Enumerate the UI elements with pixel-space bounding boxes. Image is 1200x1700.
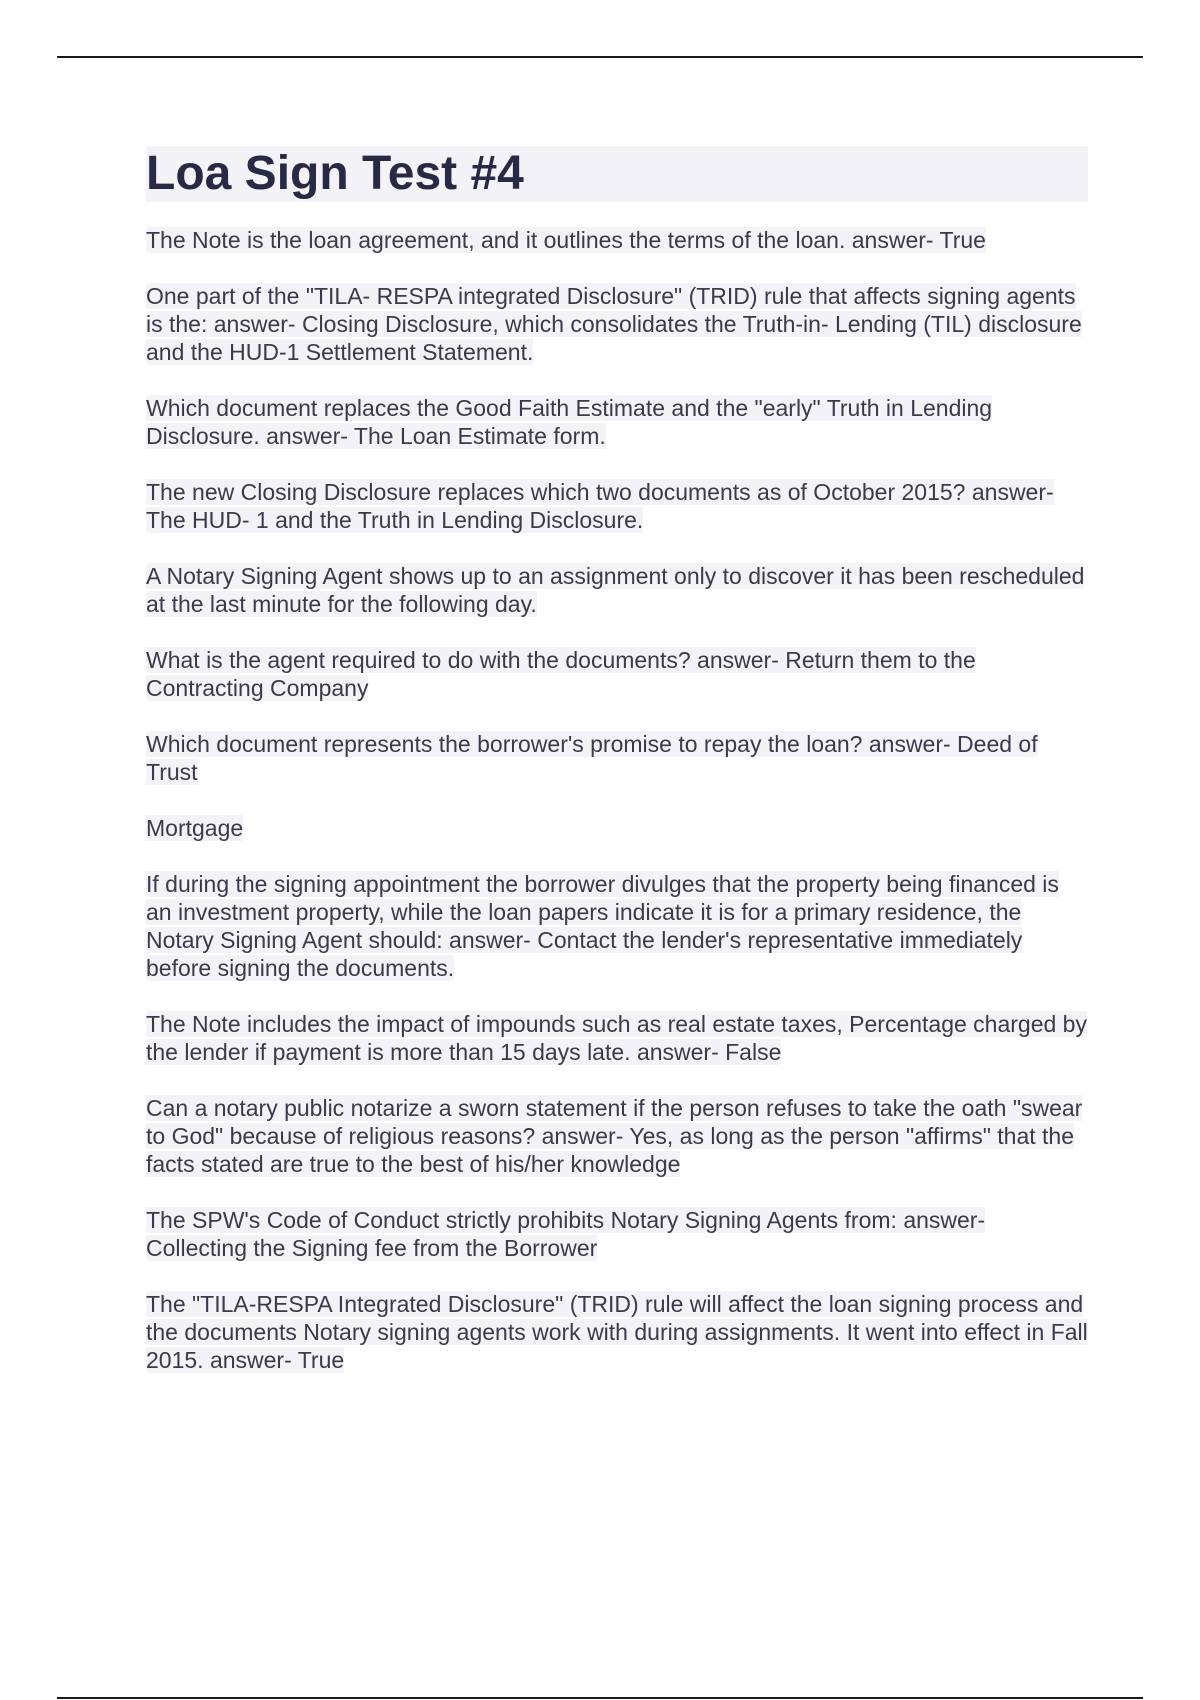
qa-item <box>146 646 1088 702</box>
qa-text: The new Closing Disclosure replaces which two documents as of October 2015? answer- The HUD- 1 and the Truth in Lending Disclosure. <box>146 479 1054 533</box>
document-body <box>146 146 1088 1402</box>
qa-item <box>146 282 1088 366</box>
qa-text: One part of the "TILA- RESPA integrated Disclosure" (TRID) rule that affects signing agents is the: answer- Closing Disclosure, which consolidates the Truth-in- Lending (TIL) disclosure and the HUD-1 Settlement Statement. <box>146 283 1082 365</box>
qa-text: The Note is the loan agreement, and it outlines the terms of the loan. answer- True <box>146 227 986 253</box>
qa-text: A Notary Signing Agent shows up to an assignment only to discover it has been rescheduled at the last minute for the following day. <box>146 563 1085 617</box>
qa-text: Can a notary public notarize a sworn statement if the person refuses to take the oath "swear to God" because of religious reasons? answer- Yes, as long as the person "affirms" that the facts stated are true to the best of his/her knowledge <box>146 1095 1083 1177</box>
qa-text: If during the signing appointment the borrower divulges that the property being financed is an investment property, while the loan papers indicate it is for a primary residence, the Notary Signing Agent should: answer- Contact the lender's representative immediately before signing the documents. <box>146 871 1059 981</box>
qa-item <box>146 226 1088 254</box>
header-rule <box>57 56 1143 58</box>
qa-text: Which document represents the borrower's promise to repay the loan? answer- Deed of Trust <box>146 731 1038 785</box>
qa-item <box>146 870 1088 982</box>
qa-text: The "TILA-RESPA Integrated Disclosure" (TRID) rule will affect the loan signing process and the documents Notary signing agents work with during assignments. It went into effect in Fall 2015. answer- True <box>146 1291 1088 1373</box>
qa-item <box>146 1094 1088 1178</box>
qa-item <box>146 1206 1088 1262</box>
footer-rule <box>57 1697 1143 1699</box>
qa-item <box>146 1010 1088 1066</box>
qa-text: The SPW's Code of Conduct strictly prohibits Notary Signing Agents from: answer- Collecting the Signing fee from the Borrower <box>146 1207 986 1261</box>
qa-item <box>146 730 1088 786</box>
qa-item <box>146 1290 1088 1374</box>
qa-text: Which document replaces the Good Faith Estimate and the "early" Truth in Lending Disclosure. answer- The Loan Estimate form. <box>146 395 993 449</box>
qa-text: The Note includes the impact of impounds such as real estate taxes, Percentage charged by the lender if payment is more than 15 days late. answer- False <box>146 1011 1087 1065</box>
qa-item <box>146 562 1088 618</box>
qa-item <box>146 814 1088 842</box>
qa-text: What is the agent required to do with the documents? answer- Return them to the Contracting Company <box>146 647 976 701</box>
page-title: Loa Sign Test #4 <box>146 146 1088 202</box>
qa-text: Mortgage <box>146 815 244 841</box>
qa-item <box>146 394 1088 450</box>
qa-item <box>146 478 1088 534</box>
